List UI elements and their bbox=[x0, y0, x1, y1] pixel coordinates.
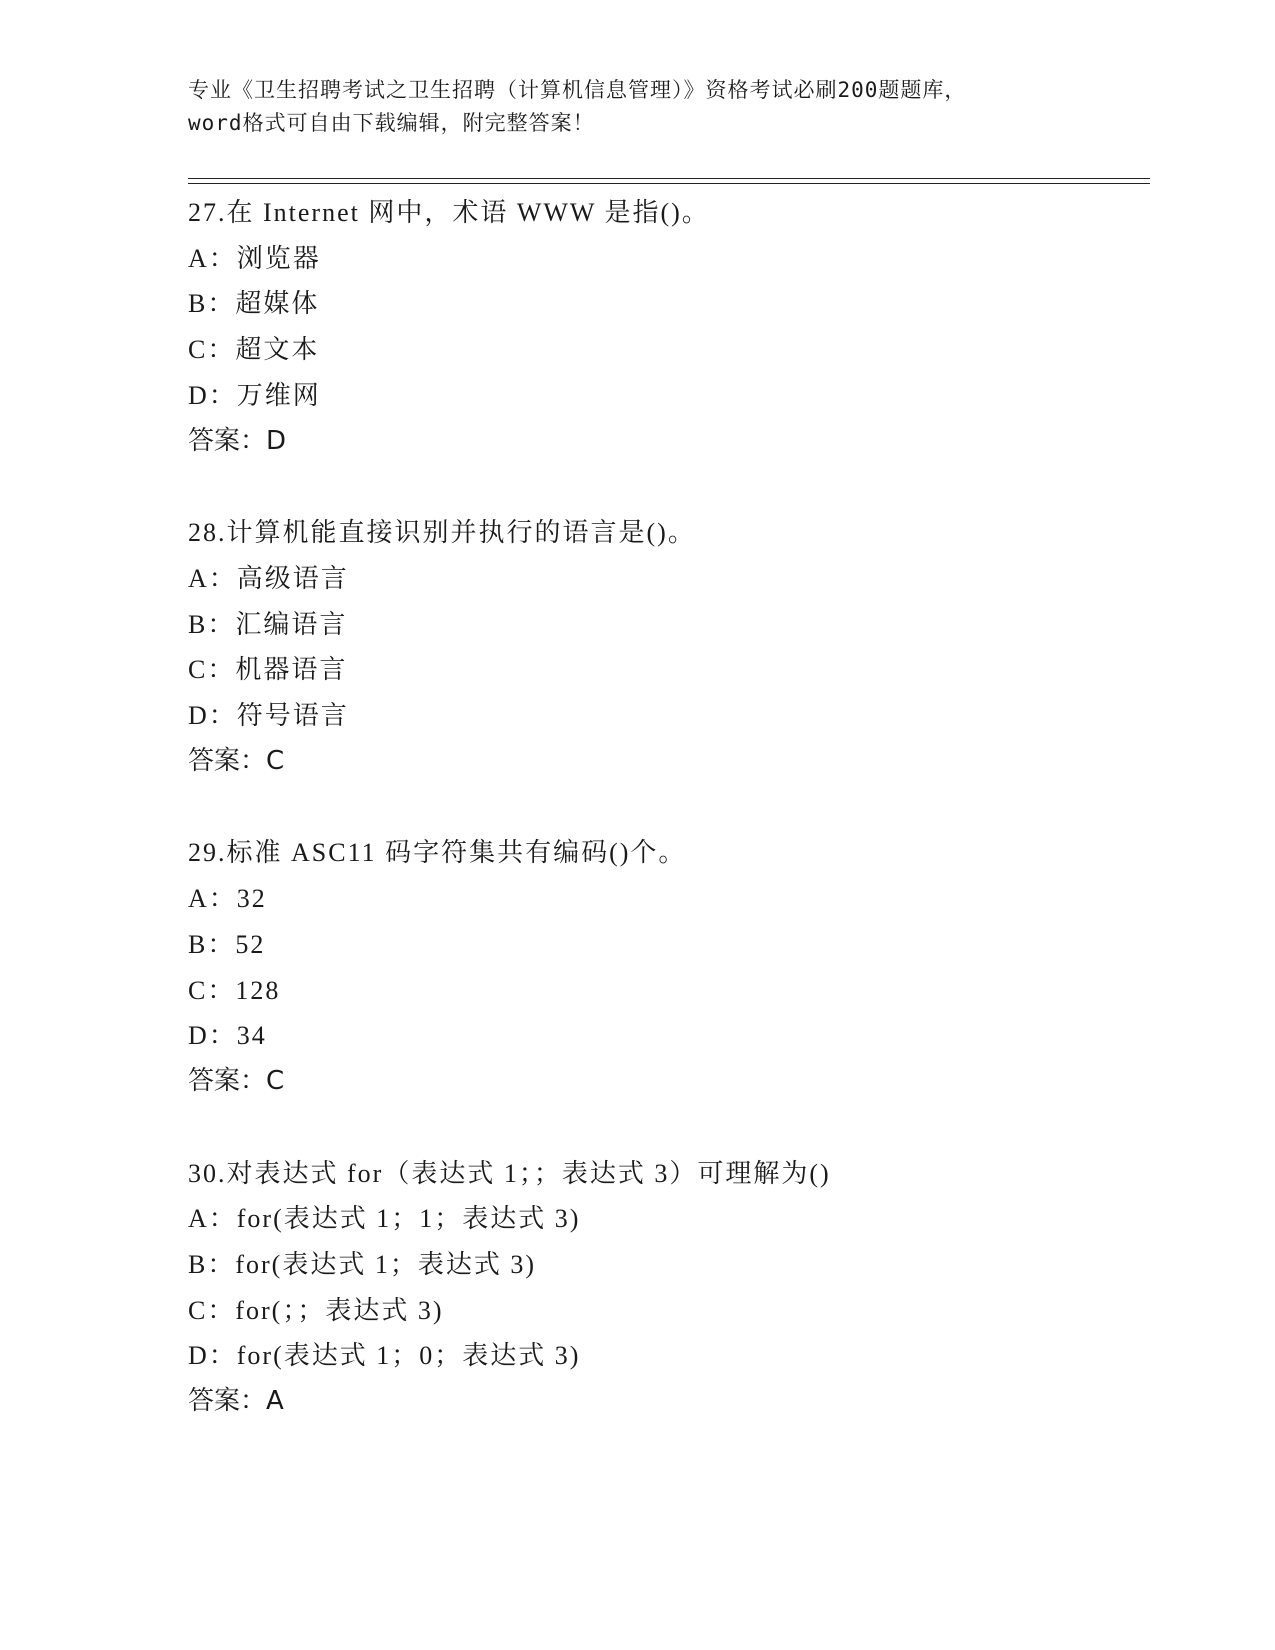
header-divider-top bbox=[188, 178, 1150, 179]
answer: 答案：C bbox=[188, 745, 285, 776]
option-c: C：超文本 bbox=[188, 335, 320, 365]
answer: 答案：C bbox=[188, 1065, 285, 1096]
option-c: C：for(；；表达式 3) bbox=[188, 1295, 444, 1325]
document-header bbox=[188, 74, 1108, 140]
option-d: D：万维网 bbox=[188, 380, 321, 410]
option-b: B：超媒体 bbox=[188, 289, 320, 319]
header-title-line-1: 专业《卫生招聘考试之卫生招聘（计算机信息管理）》资格考试必刷200题题库， bbox=[188, 78, 967, 102]
option-a: A：32 bbox=[188, 884, 267, 914]
question-30 bbox=[188, 1151, 1148, 1425]
question-stem: 30.对表达式 for（表达式 1；；表达式 3）可理解为() bbox=[188, 1158, 831, 1188]
question-27 bbox=[188, 190, 1148, 464]
question-list bbox=[188, 190, 1148, 1471]
header-divider-bottom bbox=[188, 183, 1150, 184]
option-a: A：高级语言 bbox=[188, 563, 349, 593]
header-title-line-2: word格式可自由下载编辑，附完整答案！ bbox=[188, 111, 595, 135]
question-28 bbox=[188, 510, 1148, 784]
option-b: B：52 bbox=[188, 929, 266, 959]
option-a: A：浏览器 bbox=[188, 243, 321, 273]
option-a: A：for(表达式 1；1；表达式 3) bbox=[188, 1204, 581, 1234]
answer: 答案：A bbox=[188, 1386, 284, 1417]
question-29 bbox=[188, 830, 1148, 1104]
option-d: D：for(表达式 1；0；表达式 3) bbox=[188, 1341, 581, 1371]
question-stem: 27.在 Internet 网中，术语 WWW 是指()。 bbox=[188, 198, 710, 227]
question-stem: 28.计算机能直接识别并执行的语言是()。 bbox=[188, 518, 696, 548]
option-b: B：汇编语言 bbox=[188, 609, 348, 639]
answer: 答案：D bbox=[188, 425, 287, 456]
option-d: D：34 bbox=[188, 1021, 267, 1051]
question-stem: 29.标准 ASC11 码字符集共有编码()个。 bbox=[188, 838, 687, 868]
option-c: C：机器语言 bbox=[188, 655, 348, 685]
option-c: C：128 bbox=[188, 975, 281, 1005]
option-b: B：for(表达式 1；表达式 3) bbox=[188, 1250, 536, 1280]
option-d: D：符号语言 bbox=[188, 701, 349, 731]
